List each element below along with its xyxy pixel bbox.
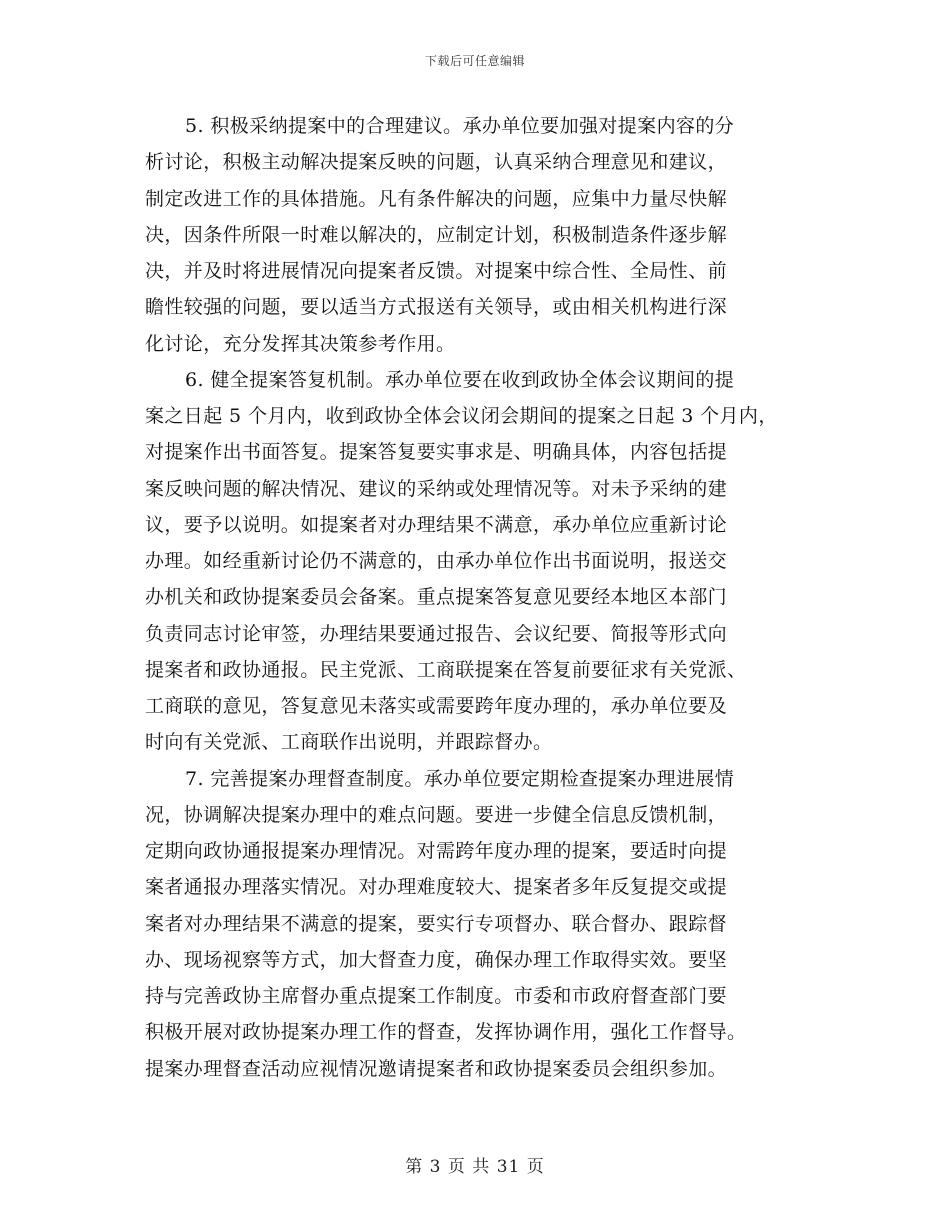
text-line: 案者对办理结果不满意的提案，要实行专项督办、联合督办、跟踪督 — [145, 912, 728, 935]
text-line: 定期向政协通报提案办理情况。对需跨年度办理的提案，要适时向提 — [145, 840, 728, 862]
paragraph-7 — [145, 761, 825, 1087]
text-line: 6. 健全提案答复机制。承办单位要在收到政协全体会议期间的提 — [185, 368, 735, 391]
text-line: 案之日起 5 个月内，收到政协全体会议闭会期间的提案之日起 3 个月内， — [145, 405, 778, 427]
text-line: 对提案作出书面答复。提案答复要实事求是、明确具体，内容包括提 — [145, 441, 728, 464]
paragraph-6 — [145, 362, 825, 761]
text-line: 7. 完善提案办理督查制度。承办单位要定期检查提案办理进展情 — [185, 767, 735, 790]
paragraph-5 — [145, 108, 825, 362]
text-line: 案反映问题的解决情况、建议的采纳或处理情况等。对未予采纳的建 — [145, 477, 728, 500]
text-line: 析讨论，积极主动解决提案反映的问题，认真采纳合理意见和建议， — [145, 151, 728, 174]
text-line: 时向有关党派、工商联作出说明，并跟踪督办。 — [145, 731, 553, 754]
text-line: 制定改进工作的具体措施。凡有条件解决的问题，应集中力量尽快解 — [145, 187, 728, 210]
text-line: 办理。如经重新讨论仍不满意的，由承办单位作出书面说明，报送交 — [145, 550, 728, 572]
text-line: 提案办理督查活动应视情况邀请提案者和政协提案委员会组织参加。 — [145, 1057, 728, 1080]
text-line: 况，协调解决提案办理中的难点问题。要进一步健全信息反馈机制， — [145, 803, 728, 826]
text-line: 5. 积极采纳提案中的合理建议。承办单位要加强对提案内容的分 — [185, 115, 735, 137]
page-header: 下载后可任意编辑 — [424, 54, 525, 68]
page-footer: 第 3 页 共 31 页 — [405, 1157, 545, 1177]
text-line: 议，要予以说明。如提案者对办理结果不满意，承办单位应重新讨论 — [145, 513, 728, 536]
text-line: 持与完善政协主席督办重点提案工作制度。市委和市政府督查部门要 — [145, 985, 728, 1007]
text-line: 决，因条件所限一时难以解决的，应制定计划，积极制造条件逐步解 — [145, 223, 728, 246]
text-line: 负责同志讨论审签，办理结果要通过报告、会议纪要、简报等形式向 — [145, 622, 728, 645]
text-line: 办机关和政协提案委员会备案。重点提案答复意见要经本地区本部门 — [145, 586, 728, 609]
text-line: 提案者和政协通报。民主党派、工商联提案在答复前要征求有关党派、 — [145, 658, 747, 681]
text-line: 案者通报办理落实情况。对办理难度较大、提案者多年反复提交或提 — [145, 876, 728, 899]
text-line: 办、现场视察等方式，加大督查力度，确保办理工作取得实效。要坚 — [145, 948, 728, 971]
text-line: 化讨论，充分发挥其决策参考作用。 — [145, 332, 456, 355]
text-line: 决，并及时将进展情况向提案者反馈。对提案中综合性、全局性、前 — [145, 260, 728, 282]
text-line: 工商联的意见，答复意见未落实或需要跨年度办理的，承办单位要及 — [145, 695, 728, 717]
text-line: 瞻性较强的问题，要以适当方式报送有关领导，或由相关机构进行深 — [145, 296, 728, 319]
text-line: 积极开展对政协提案办理工作的督查，发挥协调作用，强化工作督导。 — [145, 1021, 747, 1044]
document-body — [145, 108, 825, 1087]
